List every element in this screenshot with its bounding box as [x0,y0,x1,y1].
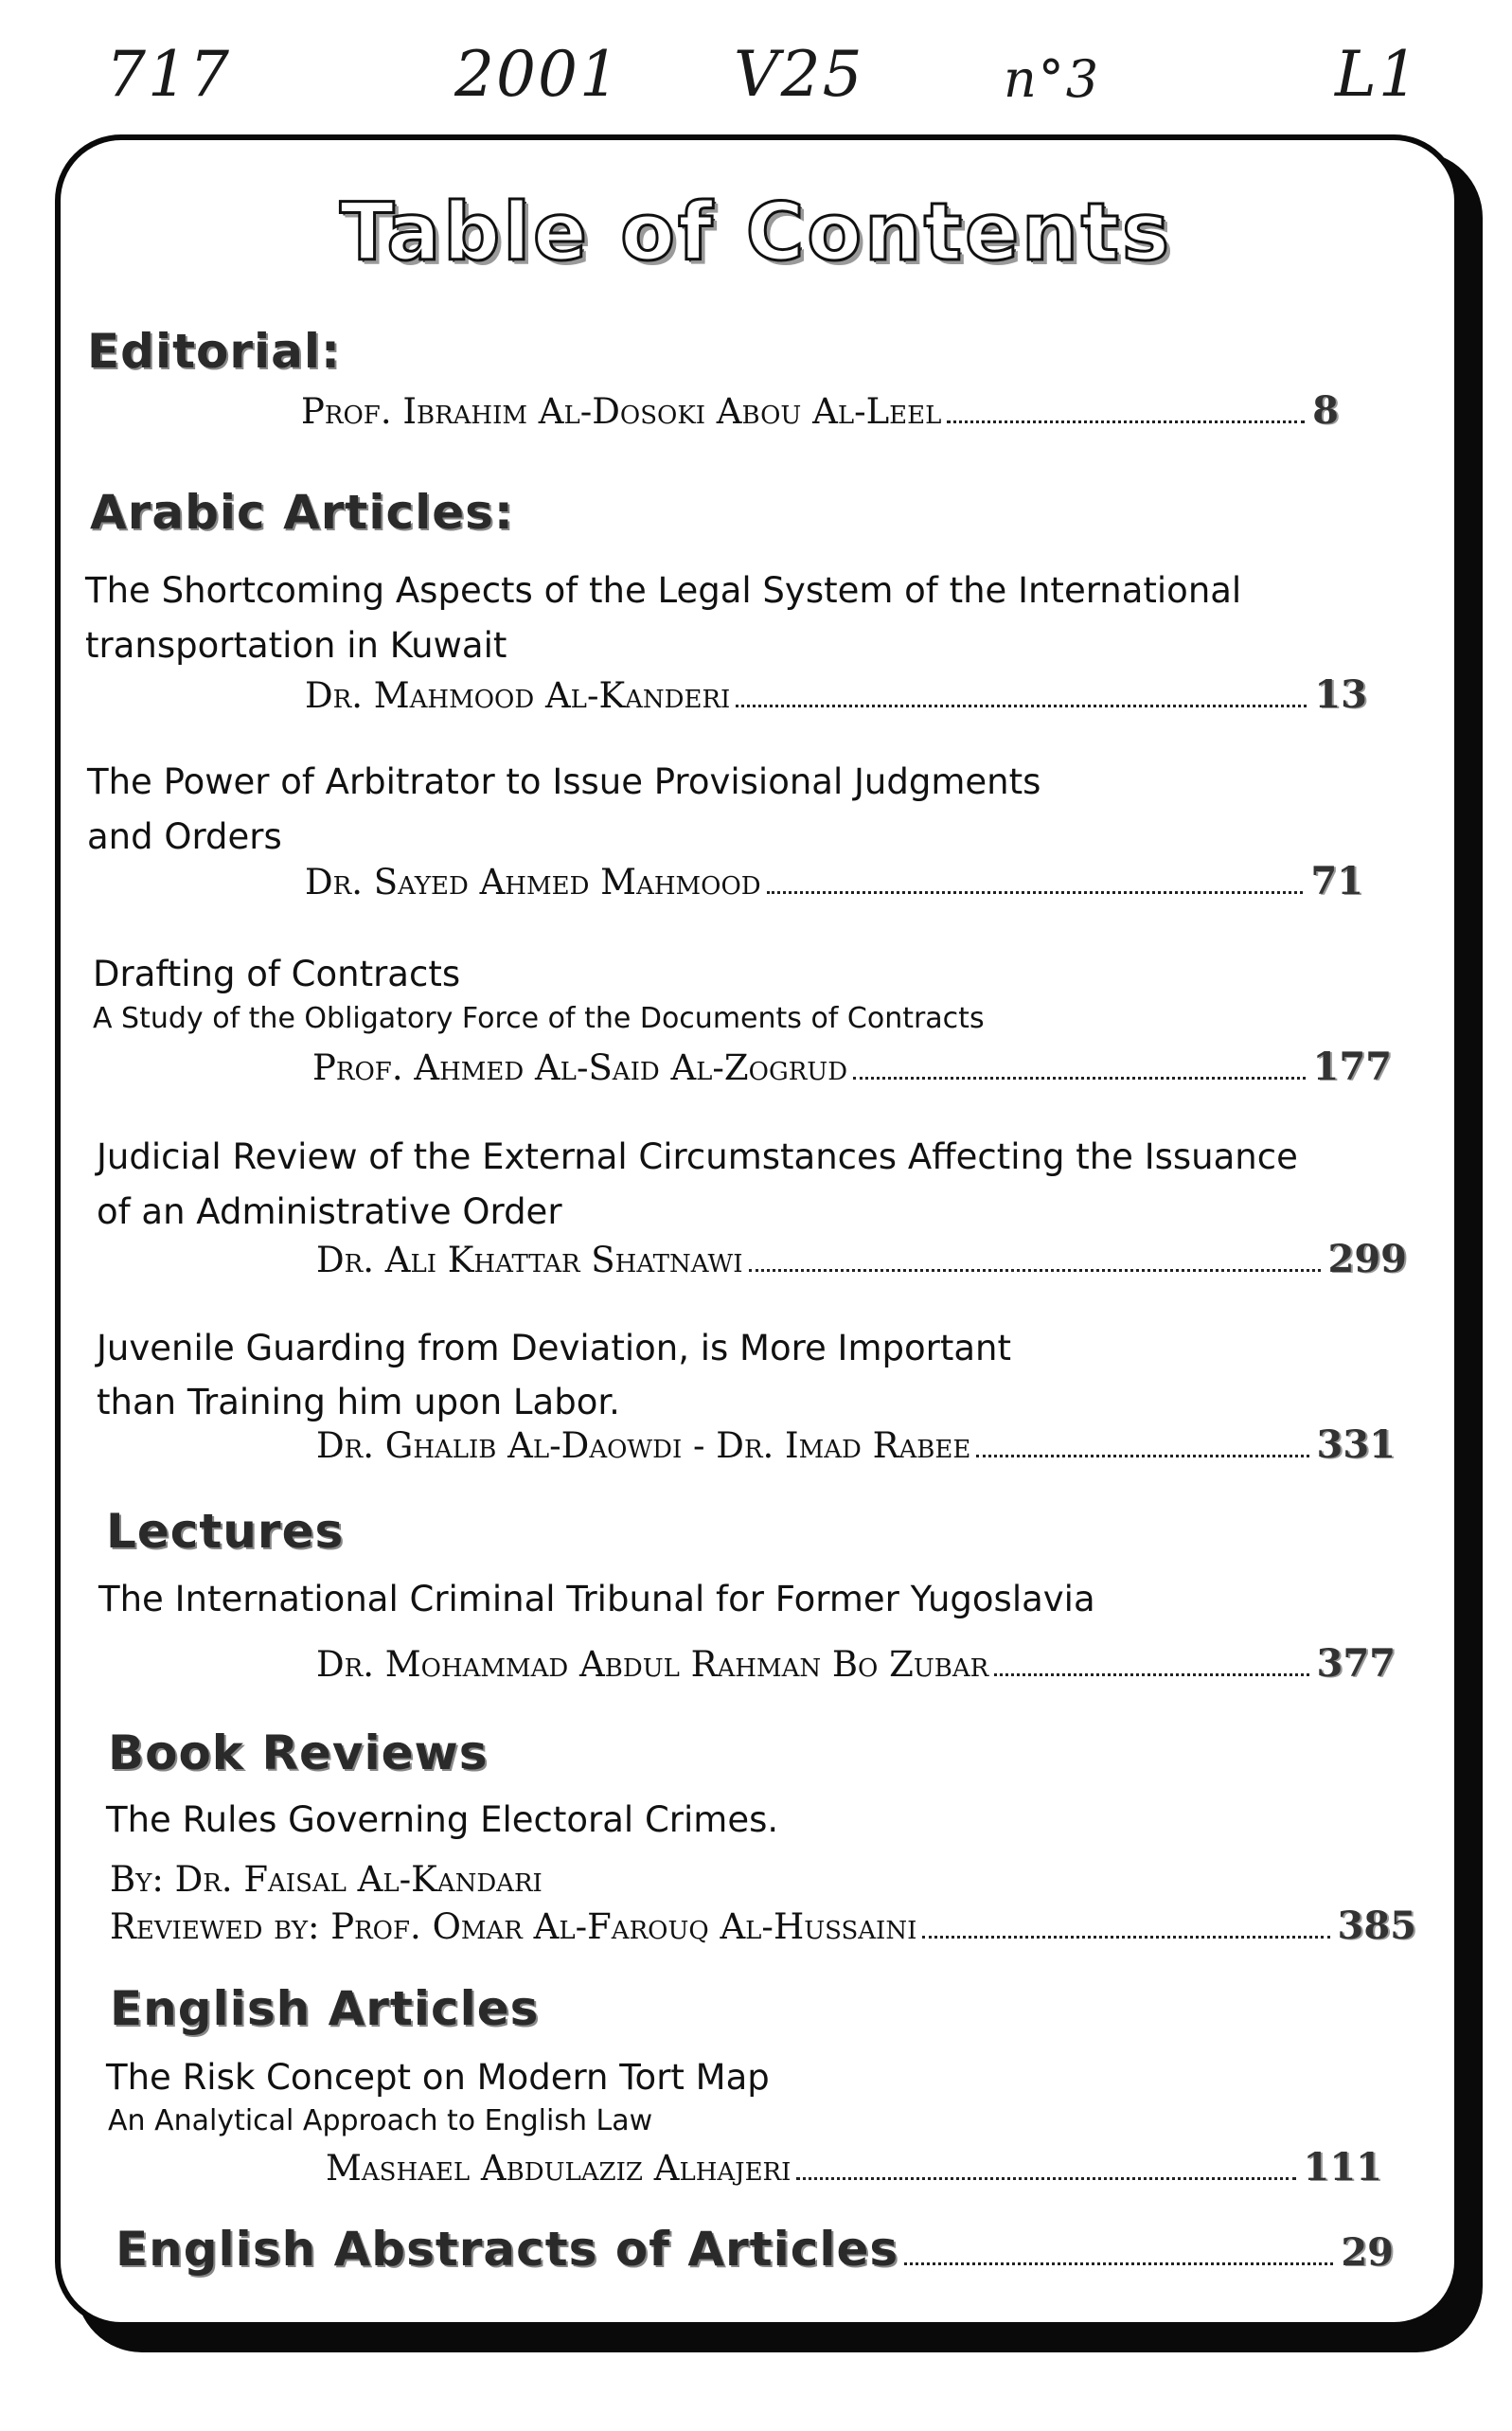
article-title: Juvenile Guarding from Deviation, is More Important [97,1328,1011,1368]
section-editorial: Editorial: [87,324,342,379]
section-english-articles: English Articles [110,1981,540,2036]
article-subtitle: An Analytical Approach to English Law [108,2104,653,2137]
handwritten-note-1: 717 [106,38,231,111]
entry-page: 111 [1303,2145,1382,2190]
dot-leader [767,891,1304,894]
abstracts-entry[interactable] [116,2222,1394,2277]
section-book-reviews: Book Reviews [108,1725,489,1780]
article-title: transportation in Kuwait [85,625,507,666]
entry-page: 13 [1314,672,1367,717]
entry-author: Dr. Mohammad Abdul Rahman Bo Zubar [316,1644,989,1685]
entry-page: 299 [1327,1237,1407,1281]
review-title: The Rules Governing Electoral Crimes. [106,1799,779,1840]
dot-leader [796,2177,1295,2180]
handwritten-note-5: L1 [1335,38,1420,111]
article-entry[interactable] [316,1422,1396,1467]
article-subtitle: A Study of the Obligatory Force of the Documents of Contracts [93,1002,985,1035]
article-title: The Shortcoming Aspects of the Legal System of the International [85,570,1242,611]
dot-leader [976,1455,1308,1457]
entry-page: 71 [1310,859,1363,903]
dot-leader [853,1077,1305,1080]
entry-page: 8 [1312,388,1339,433]
lecture-entry[interactable] [316,1641,1396,1686]
page-title: Table of Contents [339,186,1173,278]
article-entry[interactable] [326,2145,1382,2190]
dot-leader [904,2262,1333,2265]
entry-author: Dr. Ghalib Al-Daowdi - Dr. Imad Rabee [316,1425,971,1466]
entry-page: 331 [1316,1422,1396,1467]
entry-page: 377 [1316,1641,1396,1686]
dot-leader [922,1936,1329,1939]
dot-leader [749,1269,1321,1272]
article-entry[interactable] [305,859,1363,903]
section-lectures: Lectures [106,1504,345,1559]
article-title: The Power of Arbitrator to Issue Provisional Judgments [87,761,1041,802]
article-title: and Orders [87,816,282,857]
article-title: Judicial Review of the External Circumstances Affecting the Issuance [97,1136,1298,1177]
entry-page: 385 [1337,1904,1416,1948]
entry-author: Dr. Sayed Ahmed Mahmood [305,862,761,903]
entry-page: 177 [1312,1045,1392,1089]
entry-author: Mashael Abdulaziz Alhajeri [326,2148,792,2189]
lecture-title: The International Criminal Tribunal for Former Yugoslavia [98,1579,1095,1619]
entry-author: Prof. Ibrahim Al-Dosoki Abou Al-Leel [301,391,942,432]
entry-reviewer: Reviewed by: Prof. Omar Al-Farouq Al-Hussaini [110,1906,917,1947]
review-entry[interactable] [110,1904,1416,1948]
entry-page: 29 [1341,2230,1394,2275]
dot-leader [947,420,1305,423]
entry-author: Dr. Mahmood Al-Kanderi [305,675,731,716]
article-title: Drafting of Contracts [93,954,461,994]
dot-leader [736,705,1307,707]
editorial-entry[interactable] [301,388,1339,433]
article-entry[interactable] [312,1045,1392,1089]
handwritten-note-3: V25 [734,38,864,111]
article-entry[interactable] [305,672,1367,717]
article-title: The Risk Concept on Modern Tort Map [106,2057,770,2098]
entry-author: Dr. Ali Khattar Shatnawi [316,1240,743,1280]
handwritten-note-2: 2001 [454,38,621,111]
article-title: than Training him upon Labor. [97,1382,620,1422]
section-english-abstracts: English Abstracts of Articles [116,2222,899,2277]
section-arabic-articles: Arabic Articles: [90,485,514,540]
entry-author: Prof. Ahmed Al-Said Al-Zogrud [312,1047,848,1088]
handwritten-note-4: n°3 [1004,49,1101,109]
article-title: of an Administrative Order [97,1191,562,1232]
article-entry[interactable] [316,1237,1407,1281]
review-author: By: Dr. Faisal Al-Kandari [110,1859,543,1900]
dot-leader [994,1673,1308,1676]
